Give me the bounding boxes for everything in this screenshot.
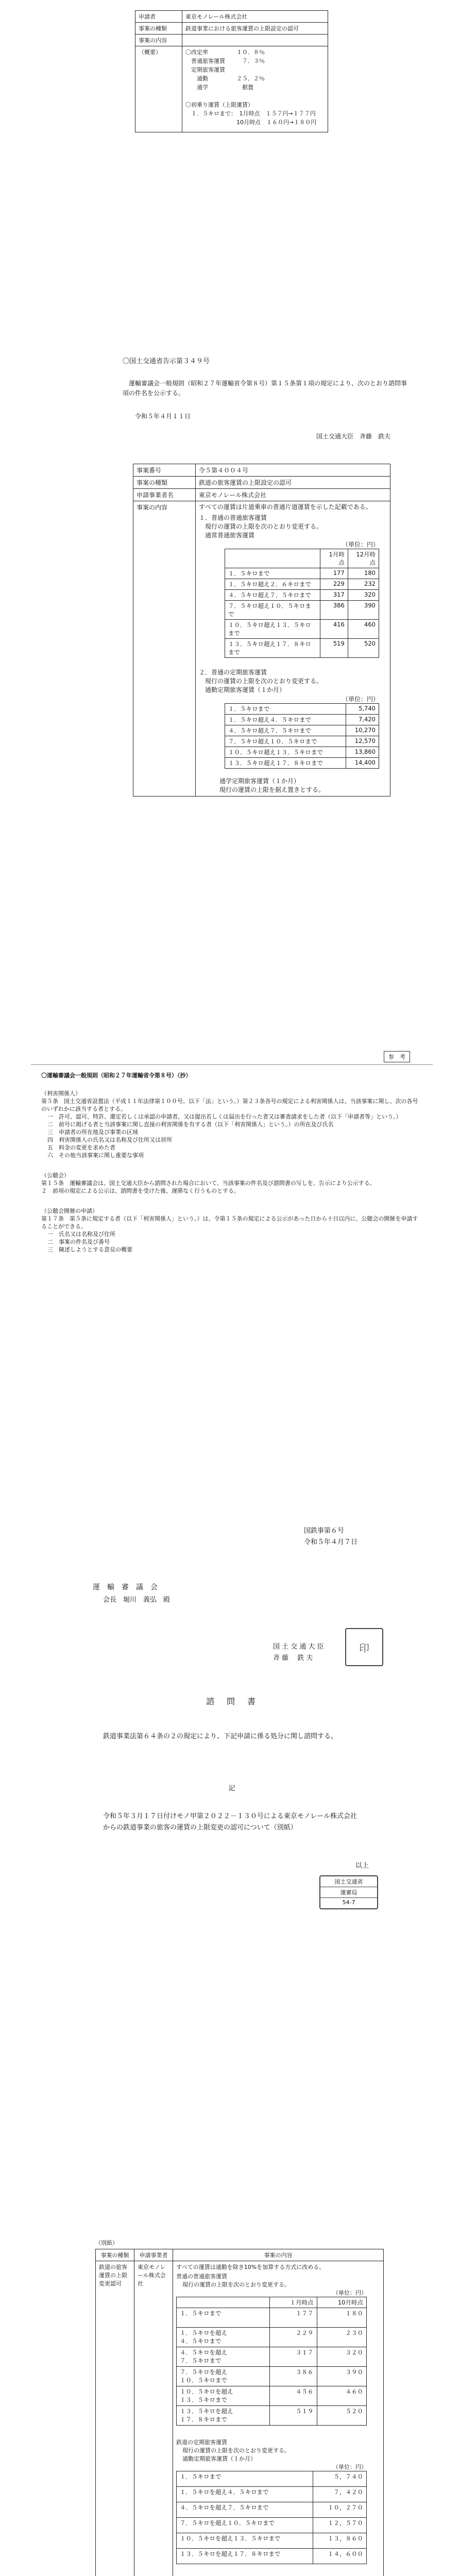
content-line: 鉄道の定期旅客運賃 bbox=[176, 2439, 227, 2446]
fare-value: ３１７ bbox=[269, 2347, 317, 2367]
attachment-head: 事案の種類 bbox=[96, 2249, 134, 2261]
normal-fare-table bbox=[225, 549, 379, 658]
fare-distance: ４．５キロを超え７．５キロまで bbox=[177, 2502, 313, 2518]
reference-item: 一 氏名又は名称及び住所 bbox=[47, 1231, 115, 1238]
reference-item: 一 許可、認可、特許、還定若しくは承認の申請者、又は提出若しくは届出を行った者又は審査請求をした者（以下「申請者等」という。） bbox=[47, 1113, 402, 1120]
fare-value: １８０ bbox=[317, 2308, 367, 2328]
addressee-org: 運 輸 審 議 会 bbox=[93, 1583, 158, 1591]
attachment-block bbox=[95, 2239, 384, 2576]
stamp-org: 国土交通省 bbox=[320, 1876, 377, 1887]
fare-row bbox=[225, 704, 379, 715]
divider bbox=[31, 1064, 433, 1065]
fare-head: 1月時点 bbox=[320, 549, 348, 568]
outline-line bbox=[185, 92, 325, 100]
attachment-applicant: 東京モノレール株式会社 bbox=[134, 2261, 173, 2576]
seal-glyph: 印 bbox=[359, 1641, 369, 1654]
fare-value: １２，５７０ bbox=[313, 2518, 366, 2533]
content-line: ２．普通の定期旅客運賃 bbox=[199, 669, 267, 676]
fare-row bbox=[225, 715, 379, 725]
reference-item: 六 その他当該事案に関し重要な事項 bbox=[47, 1152, 144, 1159]
fare-distance: １．５キロ超え４．５キロまで bbox=[225, 715, 346, 725]
summary-outline bbox=[182, 46, 328, 132]
attachment-normal-table bbox=[176, 2297, 367, 2426]
reference-paragraph: 第１５条 運輸審議会は、国土交通大臣から諮問された場合において、当該事案の件名及び諮問書の写しを、告示により公示する。 bbox=[41, 1180, 376, 1187]
fare-value: ５，７４０ bbox=[313, 2471, 366, 2487]
fare-value: 232 bbox=[348, 579, 379, 590]
summary-row bbox=[135, 11, 328, 23]
fare-value: ５２０ bbox=[317, 2406, 367, 2426]
document-date: 令和５年４月７日 bbox=[304, 1538, 358, 1546]
fare-value: 10,270 bbox=[346, 725, 379, 736]
attachment-content bbox=[173, 2261, 384, 2576]
fare-head bbox=[177, 2297, 270, 2308]
fare-value: 519 bbox=[320, 639, 348, 658]
stamp-label: 運審局 bbox=[320, 1887, 377, 1898]
reference-title: 〇運輸審議会一般規則（昭和２７年運輸省令第８号）（抄） bbox=[41, 1072, 192, 1079]
fare-head: １月時点 bbox=[269, 2297, 317, 2308]
summary-row bbox=[135, 23, 328, 35]
reference-item: 三 陳述しようとする意見の概要 bbox=[47, 1246, 132, 1253]
notice-label: 事案番号 bbox=[133, 464, 196, 477]
fare-distance: ４．５キロ超え７．５キロまで bbox=[225, 590, 320, 601]
fare-row bbox=[225, 590, 379, 601]
content-line: すべての運賃は通勤を除き10%を加算する方式に改める。 bbox=[176, 2264, 325, 2270]
reference-heading: （公聴会） bbox=[41, 1172, 70, 1179]
fare-value: 180 bbox=[348, 568, 379, 579]
fare-value: 229 bbox=[320, 579, 348, 590]
sender-name: 斉 藤 鉄 夫 bbox=[273, 1654, 313, 1662]
notice-signature: 国土交通大臣 斉藤 鉄夫 bbox=[316, 433, 390, 440]
reference-item: 五 料金の変更を求めた者 bbox=[47, 1144, 115, 1151]
outline-line: １．５キロまで： 1月時点 １５７円→１７７円 bbox=[185, 110, 316, 117]
fare-row bbox=[177, 2471, 367, 2487]
stamp-number: 54-7 bbox=[342, 1899, 355, 1906]
document-number: 国鉄事第６号 bbox=[304, 1527, 345, 1535]
outline-line: 10月時点 １６０円→１８０円 bbox=[185, 119, 317, 126]
fare-value: ４６０ bbox=[317, 2386, 367, 2406]
notice-label: 事案の内容 bbox=[133, 501, 196, 796]
fare-row bbox=[177, 2406, 367, 2426]
fare-value: ３９０ bbox=[317, 2367, 367, 2386]
outline-line: 〇改定率 １０．８％ bbox=[185, 49, 265, 56]
summary-value: 東京モノレール株式会社 bbox=[182, 11, 328, 23]
fare-distance: １．５キロまで bbox=[177, 2471, 313, 2487]
outline-line: 〇初乗り運賃（上限運賃） bbox=[185, 101, 253, 108]
fare-row bbox=[225, 758, 379, 769]
outline-line: 通勤 ２５．２％ bbox=[185, 75, 265, 82]
content-line: 普通の普通旅客運賃 bbox=[176, 2273, 227, 2280]
fare-distance: １．５キロまで bbox=[177, 2308, 270, 2328]
fare-value: 13,860 bbox=[346, 747, 379, 758]
addressee-name: 会長 堀川 義弘 殿 bbox=[103, 1596, 171, 1604]
fare-distance: １０．５キロ超え１３．５キロまで bbox=[225, 747, 346, 758]
fare-distance: ４．５キロを超え ７．５キロまで bbox=[177, 2347, 270, 2367]
fare-row bbox=[177, 2347, 367, 2367]
summary-row bbox=[135, 35, 328, 46]
fare-value: 520 bbox=[348, 639, 379, 658]
content-line: １．普通の普通旅客運賃 bbox=[199, 514, 267, 521]
fare-distance: １．５キロを超え４．５キロまで bbox=[177, 2487, 313, 2502]
reference-item: 二 事案の件名及び番号 bbox=[47, 1239, 110, 1245]
summary-label: 申請者 bbox=[135, 11, 182, 23]
fare-distance: ７．５キロを超え １０．５キロまで bbox=[177, 2367, 270, 2386]
fare-row bbox=[177, 2328, 367, 2347]
notice-row bbox=[133, 489, 390, 501]
attachment-row bbox=[96, 2261, 384, 2576]
reference-paragraph: 第１７条 第５条に規定する者（以下「利害関係人」という。）は、令第１５条の規定による公示があった日から十日以内に、公聴会の開催を申請することができる。 bbox=[41, 1215, 418, 1230]
official-seal bbox=[345, 1628, 383, 1666]
fare-value: 320 bbox=[348, 590, 379, 601]
fare-value: ７，４２０ bbox=[313, 2487, 366, 2502]
fare-distance: １０．５キロ超え１３．５キロまで bbox=[225, 620, 320, 639]
fare-value: １３，８６０ bbox=[313, 2533, 366, 2549]
summary-value bbox=[182, 35, 328, 46]
unit-label: （単位：円） bbox=[342, 541, 379, 548]
letter-body: 令和５年３月１７日付けモノ甲第２０２２－１３０号による東京モノレール株式会社からの鉄道事業の旅客の運賃の上限変更の認可について（別紙） bbox=[103, 1812, 357, 1832]
fare-value: ２２９ bbox=[269, 2328, 317, 2347]
outline-line: 定期旅客運賃 bbox=[185, 66, 225, 73]
fare-distance: １３．５キロを超え １７．８キロまで bbox=[177, 2406, 270, 2426]
notice-body: 運輸審議会一般規則（昭和２７年運輸省令第８号）第１５条第１項の規定により、次のとおり諮問事項の件名を公示する。 bbox=[123, 380, 407, 397]
fare-value: １０，２７０ bbox=[313, 2502, 366, 2518]
fare-distance: １０．５キロを超え１３．５キロまで bbox=[177, 2533, 313, 2549]
fare-row bbox=[225, 747, 379, 758]
notice-number: 〇国土交通省告示第３４９号 bbox=[123, 358, 210, 365]
reference-heading: （利害関係人） bbox=[41, 1090, 81, 1097]
unit-label: （単位：円） bbox=[342, 696, 379, 703]
notice-value: 令５第４００４号 bbox=[196, 464, 390, 477]
letter-end: 以上 bbox=[355, 1862, 369, 1870]
fare-value: １７７ bbox=[269, 2308, 317, 2328]
unit-label: （単位：円） bbox=[333, 2464, 367, 2470]
content-line: 現行の運賃の上限を次のとおり変更する。 bbox=[199, 677, 323, 685]
fare-distance: ４．５キロ超え７．５キロまで bbox=[225, 725, 346, 736]
notice-date: 令和５年４月１１日 bbox=[135, 413, 191, 420]
fare-value: ２３０ bbox=[317, 2328, 367, 2347]
fare-row bbox=[177, 2549, 367, 2564]
fare-value: １４，６００ bbox=[313, 2549, 366, 2564]
sender-org: 国 土 交 通 大 臣 bbox=[273, 1643, 324, 1651]
fare-distance: ７．５キロ超え１０．５キロまで bbox=[225, 601, 320, 620]
fare-head: 10月時点 bbox=[317, 2297, 367, 2308]
receipt-stamp bbox=[319, 1875, 378, 1909]
reference-item: 四 利害関係人の氏名又は名称及び住所又は居所 bbox=[47, 1137, 172, 1143]
content-line: 現行の運賃の上限を据え置きとする。 bbox=[219, 786, 325, 793]
letter-heading: 諮 問 書 bbox=[206, 1697, 258, 1706]
commuter-fare-table bbox=[225, 703, 379, 769]
fare-row bbox=[177, 2308, 367, 2328]
reference-label: 参 考 bbox=[388, 1054, 405, 1060]
reference-heading: （公聴会開催の申請） bbox=[41, 1208, 98, 1214]
notice-row bbox=[133, 501, 390, 796]
fare-row bbox=[177, 2533, 367, 2549]
attachment-head: 事案の内容 bbox=[173, 2249, 384, 2261]
summary-row bbox=[135, 46, 328, 132]
fare-distance: １０．５キロを超え １３．５キロまで bbox=[177, 2386, 270, 2406]
notice-value: 鉄道の旅客運賃の上限設定の認可 bbox=[196, 477, 390, 489]
fare-head bbox=[225, 549, 320, 568]
attachment-head-row bbox=[96, 2249, 384, 2261]
fare-value: ３２０ bbox=[317, 2347, 367, 2367]
fare-value: 416 bbox=[320, 620, 348, 639]
fare-row bbox=[225, 579, 379, 590]
attachment-head: 申請事業者 bbox=[134, 2249, 173, 2261]
fare-head-row bbox=[177, 2297, 367, 2308]
attachment-commuter-table bbox=[176, 2471, 367, 2564]
notice-content bbox=[196, 501, 390, 796]
fare-row bbox=[225, 601, 379, 620]
letter-ki: 記 bbox=[228, 1785, 235, 1792]
notice-table bbox=[133, 464, 390, 796]
fare-value: 12,570 bbox=[346, 736, 379, 747]
content-line: 通学定期旅客運賃（１か月） bbox=[219, 777, 300, 785]
summary-value: 鉄道事業における旅客運賃の上限設定の認可 bbox=[182, 23, 328, 35]
summary-block bbox=[135, 10, 328, 132]
fare-distance: １３．５キロ超え１７．８キロまで bbox=[225, 758, 346, 769]
content-line: 通勤定期旅客運賃（１か月） bbox=[199, 686, 286, 693]
fare-distance: １３．５キロ超え１７．８キロまで bbox=[225, 639, 320, 658]
outline-line: 普通旅客運賃 ７．３％ bbox=[185, 58, 265, 64]
fare-distance: １．５キロまで bbox=[225, 704, 346, 715]
fare-distance: １３．５キロを超え１７．８キロまで bbox=[177, 2549, 313, 2564]
fare-row bbox=[225, 639, 379, 658]
summary-label: 事案の種類 bbox=[135, 23, 182, 35]
fare-row bbox=[177, 2386, 367, 2406]
reference-block bbox=[41, 1072, 422, 1253]
fare-value: ３８６ bbox=[269, 2367, 317, 2386]
outline-label: （概要） bbox=[135, 46, 182, 132]
fare-value: 460 bbox=[348, 620, 379, 639]
fare-distance: ７．５キロを超え１０．５キロまで bbox=[177, 2518, 313, 2533]
fare-value: 177 bbox=[320, 568, 348, 579]
fare-head-row bbox=[225, 549, 379, 568]
fare-distance: １．５キロを超え ４．５キロまで bbox=[177, 2328, 270, 2347]
fare-row bbox=[177, 2487, 367, 2502]
outline-line: 通学 据置 bbox=[185, 84, 253, 91]
fare-row bbox=[225, 736, 379, 747]
fare-value: 386 bbox=[320, 601, 348, 620]
fare-distance: １．５キロまで bbox=[225, 568, 320, 579]
notice-table-block bbox=[133, 464, 390, 796]
fare-value: ４５６ bbox=[269, 2386, 317, 2406]
notice-value: 東京モノレール株式会社 bbox=[196, 489, 390, 501]
content-line: 現行の運賃の上限を次のとおり変更する。 bbox=[182, 2281, 290, 2288]
fare-row bbox=[225, 725, 379, 736]
notice-label: 申請事業者名 bbox=[133, 489, 196, 501]
notice-row bbox=[133, 477, 390, 489]
reference-item: 三 申請者の所在地及び事業の区域 bbox=[47, 1129, 138, 1136]
content-line: 通勤定期旅客運賃（１か月） bbox=[182, 2455, 256, 2462]
fare-value: ５１９ bbox=[269, 2406, 317, 2426]
reference-tag bbox=[384, 1051, 410, 1062]
attachment-tag: （別紙） bbox=[95, 2240, 118, 2246]
fare-value: 317 bbox=[320, 590, 348, 601]
content-line: 現行の運賃の上限を次のとおり変更する。 bbox=[199, 523, 323, 530]
fare-value: 5,740 bbox=[346, 704, 379, 715]
content-intro: すべての運賃は片道乗車の普通片道運賃を示した記載である。 bbox=[199, 503, 372, 511]
reference-item: 二 前号に掲げる者と当該事案に関し直接の利害関係を有する者（以下「利害関係人」という。）の所在及び氏名 bbox=[47, 1121, 334, 1128]
notice-label: 事案の種類 bbox=[133, 477, 196, 489]
letter-intro: 鉄道事業法第６４条の２の規定により、下記申請に係る処分に関し諮問する。 bbox=[103, 1733, 338, 1740]
fare-row bbox=[177, 2367, 367, 2386]
attachment-type: 鉄道の旅客運賃の上限変更認可 bbox=[96, 2261, 134, 2576]
notice-row bbox=[133, 464, 390, 477]
content-line: 通常普通旅客運賃 bbox=[199, 532, 255, 539]
fare-row bbox=[177, 2518, 367, 2533]
fare-value: 390 bbox=[348, 601, 379, 620]
fare-distance: ７．５キロ超え１０．５キロまで bbox=[225, 736, 346, 747]
unit-label: （単位：円） bbox=[333, 2290, 367, 2296]
fare-head: 12月時点 bbox=[348, 549, 379, 568]
attachment-table bbox=[95, 2249, 384, 2576]
fare-value: 14,400 bbox=[346, 758, 379, 769]
summary-label: 事案の内容 bbox=[135, 35, 182, 46]
fare-value: 7,420 bbox=[346, 715, 379, 725]
reference-paragraph: ２ 前項の規定による公示は、諮問書を受けた後、遅滞なく行うものとする。 bbox=[41, 1188, 240, 1194]
fare-distance: １．５キロ超え２．６キロまで bbox=[225, 579, 320, 590]
summary-table bbox=[135, 10, 328, 132]
notice-block bbox=[123, 355, 411, 440]
content-line: 現行の運賃の上限を次のとおり変更する。 bbox=[182, 2447, 290, 2454]
fare-row bbox=[177, 2502, 367, 2518]
reference-paragraph: 第５条 国土交通省設置法（平成１１年法律第１００号。以下「法」という。）第２３条各号の規定による利害関係人は、当該事案に関し、次の各号のいずれかに該当する者とする。 bbox=[41, 1098, 418, 1112]
fare-row bbox=[225, 568, 379, 579]
fare-row bbox=[225, 620, 379, 639]
